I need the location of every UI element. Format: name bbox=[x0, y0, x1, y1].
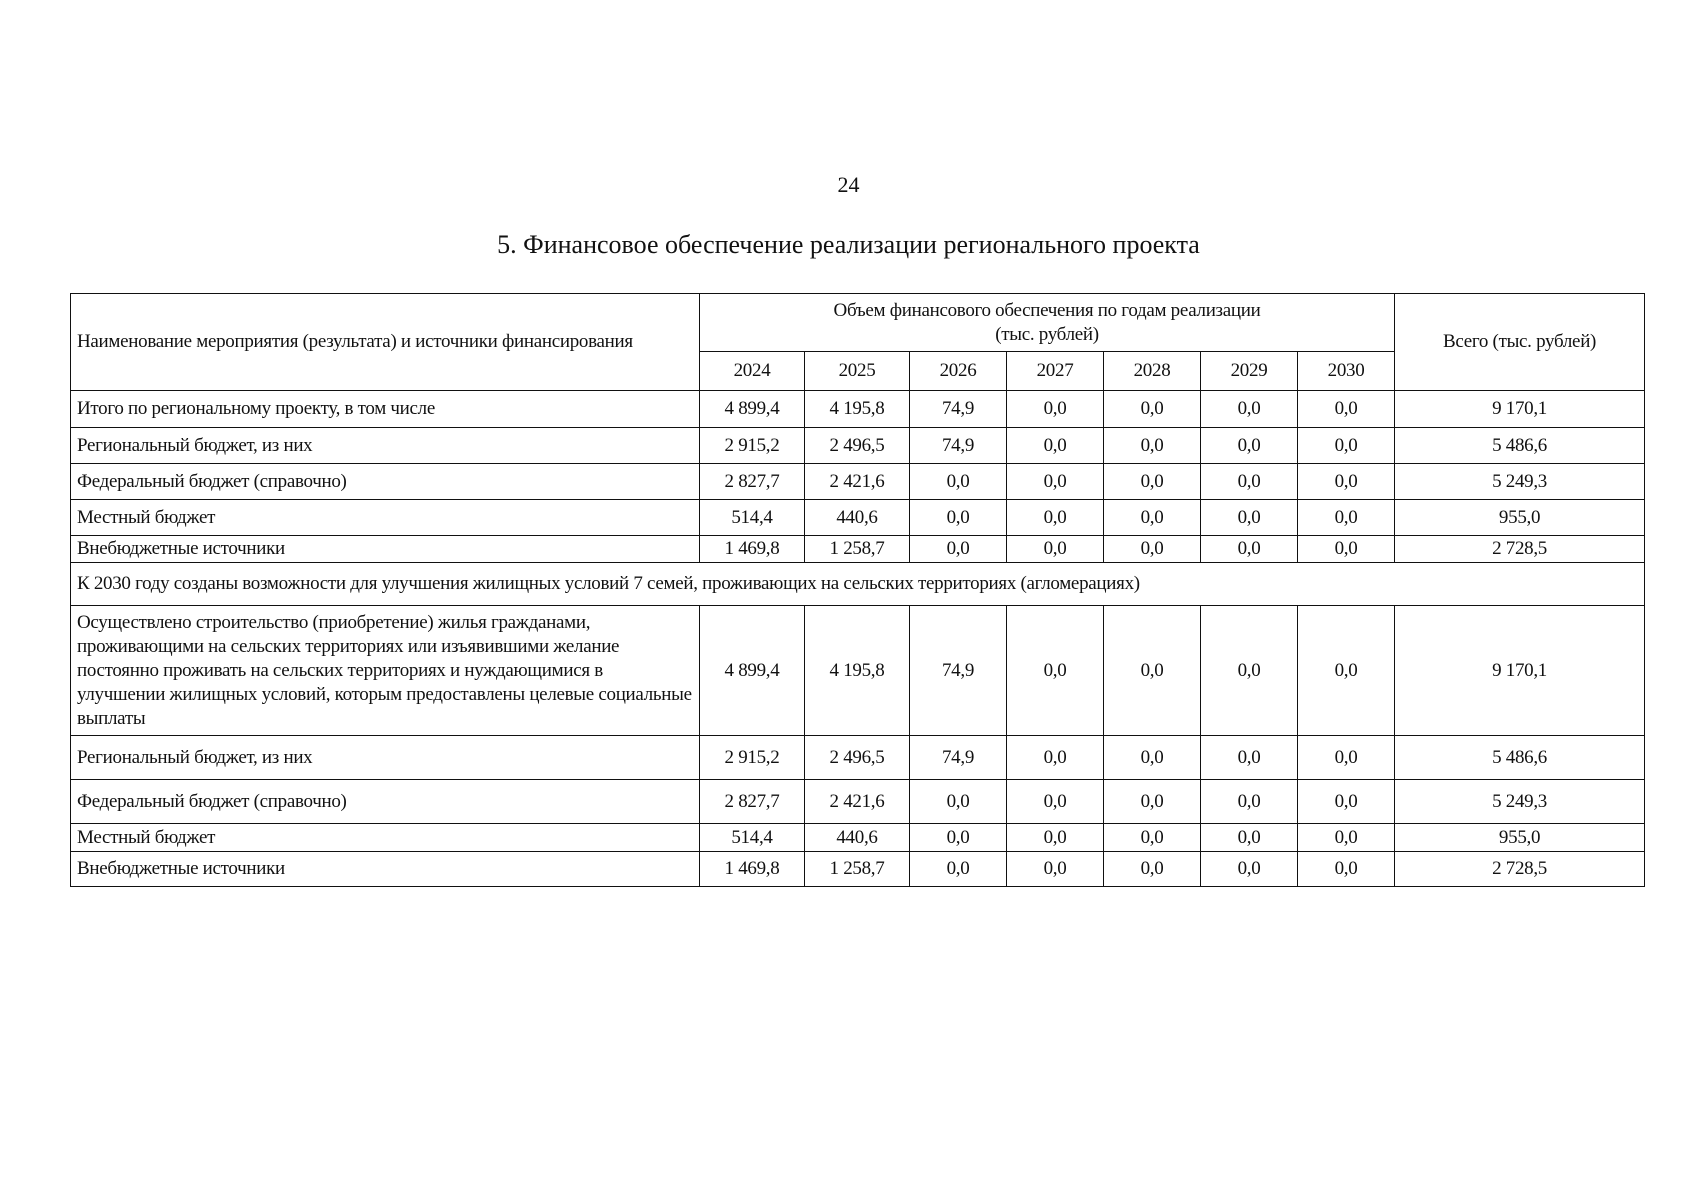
table-row bbox=[71, 606, 1645, 736]
row-value: 0,0 bbox=[1007, 852, 1104, 887]
row-total: 955,0 bbox=[1395, 500, 1645, 536]
section-title: 5. Финансовое обеспечение реализации регионального проекта bbox=[497, 230, 1200, 259]
row-value: 0,0 bbox=[1007, 606, 1104, 736]
row-value: 74,9 bbox=[910, 391, 1007, 428]
row-value: 0,0 bbox=[1007, 824, 1104, 852]
row-value: 2 421,6 bbox=[805, 780, 910, 824]
row-value: 1 258,7 bbox=[805, 536, 910, 563]
row-total: 5 249,3 bbox=[1395, 464, 1645, 500]
row-value: 4 899,4 bbox=[700, 391, 805, 428]
row-value: 2 496,5 bbox=[805, 428, 910, 464]
row-value: 2 827,7 bbox=[700, 464, 805, 500]
row-value: 0,0 bbox=[1007, 391, 1104, 428]
row-value: 0,0 bbox=[1104, 464, 1201, 500]
row-value: 0,0 bbox=[1104, 500, 1201, 536]
table-row bbox=[71, 536, 1645, 563]
row-value: 0,0 bbox=[910, 824, 1007, 852]
row-value: 514,4 bbox=[700, 500, 805, 536]
row-value: 1 469,8 bbox=[700, 852, 805, 887]
row-value: 0,0 bbox=[1298, 606, 1395, 736]
row-value: 0,0 bbox=[1104, 428, 1201, 464]
row-value: 514,4 bbox=[700, 824, 805, 852]
row-value: 0,0 bbox=[1104, 391, 1201, 428]
row-value: 74,9 bbox=[910, 606, 1007, 736]
row-total: 2 728,5 bbox=[1395, 536, 1645, 563]
section-row bbox=[71, 563, 1645, 606]
row-value: 1 258,7 bbox=[805, 852, 910, 887]
header-total-column: Всего (тыс. рублей) bbox=[1395, 294, 1645, 391]
row-value: 2 496,5 bbox=[805, 736, 910, 780]
page-number: 24 bbox=[837, 172, 860, 197]
header-year: 2029 bbox=[1201, 352, 1298, 391]
row-total: 955,0 bbox=[1395, 824, 1645, 852]
row-value: 0,0 bbox=[1298, 536, 1395, 563]
table-row bbox=[71, 780, 1645, 824]
row-name: Местный бюджет bbox=[71, 824, 700, 852]
row-name: Осуществлено строительство (приобретение) жилья гражданами, проживающими на сельских территориях или изъявившими желание постоянно проживать на сельских территориях и нуждающимися в улучшении жилищных условий, которым предоставлены целевые социальные выплаты bbox=[71, 606, 700, 736]
row-value: 4 195,8 bbox=[805, 391, 910, 428]
row-value: 0,0 bbox=[1298, 428, 1395, 464]
row-total: 5 486,6 bbox=[1395, 736, 1645, 780]
row-value: 0,0 bbox=[1201, 391, 1298, 428]
row-total: 5 249,3 bbox=[1395, 780, 1645, 824]
header-years-group bbox=[700, 294, 1395, 352]
row-total: 9 170,1 bbox=[1395, 606, 1645, 736]
row-value: 0,0 bbox=[1298, 780, 1395, 824]
row-value: 0,0 bbox=[1007, 500, 1104, 536]
header-year: 2030 bbox=[1298, 352, 1395, 391]
row-value: 0,0 bbox=[1201, 428, 1298, 464]
row-value: 0,0 bbox=[1201, 500, 1298, 536]
row-value: 0,0 bbox=[1201, 780, 1298, 824]
row-value: 440,6 bbox=[805, 824, 910, 852]
row-value: 0,0 bbox=[910, 780, 1007, 824]
row-value: 0,0 bbox=[1104, 780, 1201, 824]
table-row bbox=[71, 464, 1645, 500]
header-year: 2027 bbox=[1007, 352, 1104, 391]
row-value: 0,0 bbox=[1007, 780, 1104, 824]
row-value: 1 469,8 bbox=[700, 536, 805, 563]
section-row-text: К 2030 году созданы возможности для улучшения жилищных условий 7 семей, проживающих на сельских территориях (агломерациях) bbox=[71, 563, 1645, 606]
row-value: 0,0 bbox=[1104, 852, 1201, 887]
row-value: 0,0 bbox=[1007, 464, 1104, 500]
row-name: Федеральный бюджет (справочно) bbox=[71, 464, 700, 500]
row-value: 0,0 bbox=[1104, 736, 1201, 780]
row-value: 0,0 bbox=[1007, 736, 1104, 780]
row-name: Итого по региональному проекту, в том числе bbox=[71, 391, 700, 428]
row-name: Федеральный бюджет (справочно) bbox=[71, 780, 700, 824]
row-value: 0,0 bbox=[1298, 391, 1395, 428]
table-row bbox=[71, 852, 1645, 887]
row-value: 0,0 bbox=[1201, 606, 1298, 736]
row-value: 0,0 bbox=[1298, 736, 1395, 780]
row-value: 0,0 bbox=[1298, 464, 1395, 500]
header-year: 2024 bbox=[700, 352, 805, 391]
row-value: 2 915,2 bbox=[700, 736, 805, 780]
row-value: 74,9 bbox=[910, 428, 1007, 464]
row-value: 0,0 bbox=[1201, 536, 1298, 563]
row-value: 440,6 bbox=[805, 500, 910, 536]
header-year: 2025 bbox=[805, 352, 910, 391]
row-value: 2 421,6 bbox=[805, 464, 910, 500]
row-value: 0,0 bbox=[1298, 852, 1395, 887]
row-value: 0,0 bbox=[1201, 736, 1298, 780]
table-row bbox=[71, 391, 1645, 428]
row-value: 0,0 bbox=[1201, 464, 1298, 500]
row-name: Внебюджетные источники bbox=[71, 536, 700, 563]
row-value: 0,0 bbox=[1007, 428, 1104, 464]
header-name-column: Наименование мероприятия (результата) и источники финансирования bbox=[71, 294, 700, 391]
row-value: 2 915,2 bbox=[700, 428, 805, 464]
row-value: 0,0 bbox=[910, 464, 1007, 500]
row-name: Региональный бюджет, из них bbox=[71, 736, 700, 780]
row-total: 2 728,5 bbox=[1395, 852, 1645, 887]
row-value: 4 195,8 bbox=[805, 606, 910, 736]
row-value: 4 899,4 bbox=[700, 606, 805, 736]
financing-table bbox=[70, 293, 1645, 887]
header-year: 2028 bbox=[1104, 352, 1201, 391]
table-row bbox=[71, 500, 1645, 536]
header-year: 2026 bbox=[910, 352, 1007, 391]
row-value: 0,0 bbox=[1298, 824, 1395, 852]
row-value: 2 827,7 bbox=[700, 780, 805, 824]
row-value: 0,0 bbox=[1201, 852, 1298, 887]
row-value: 0,0 bbox=[910, 852, 1007, 887]
table-row bbox=[71, 824, 1645, 852]
row-value: 74,9 bbox=[910, 736, 1007, 780]
table-row bbox=[71, 428, 1645, 464]
row-value: 0,0 bbox=[910, 500, 1007, 536]
table-row bbox=[71, 736, 1645, 780]
row-value: 0,0 bbox=[1298, 500, 1395, 536]
row-value: 0,0 bbox=[910, 536, 1007, 563]
row-value: 0,0 bbox=[1104, 606, 1201, 736]
header-group-line2: (тыс. рублей) bbox=[995, 323, 1099, 345]
row-value: 0,0 bbox=[1201, 824, 1298, 852]
row-value: 0,0 bbox=[1104, 824, 1201, 852]
row-total: 5 486,6 bbox=[1395, 428, 1645, 464]
row-value: 0,0 bbox=[1104, 536, 1201, 563]
row-name: Региональный бюджет, из них bbox=[71, 428, 700, 464]
header-group-line1: Объем финансового обеспечения по годам реализации bbox=[833, 299, 1261, 321]
row-total: 9 170,1 bbox=[1395, 391, 1645, 428]
row-value: 0,0 bbox=[1007, 536, 1104, 563]
row-name: Местный бюджет bbox=[71, 500, 700, 536]
row-name: Внебюджетные источники bbox=[71, 852, 700, 887]
table-header-row bbox=[71, 294, 1645, 352]
